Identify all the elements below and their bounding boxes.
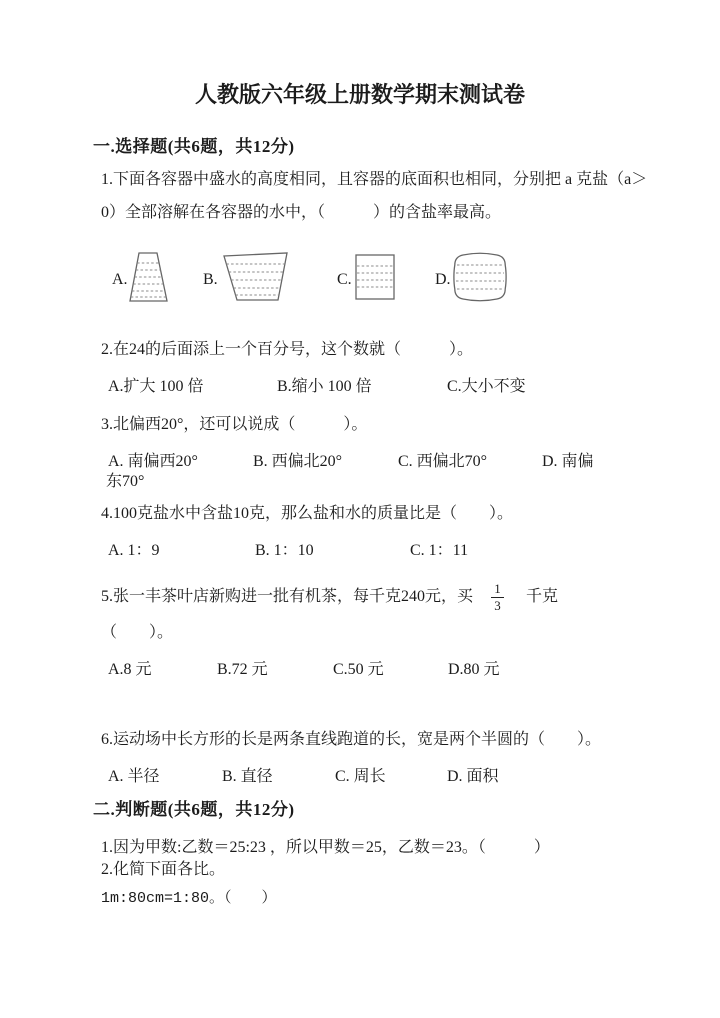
option-c: C. 1：11 [410, 542, 469, 559]
fraction-one-third [491, 582, 504, 613]
fraction-numerator: 1 [494, 580, 501, 596]
option-b: B. 直径 [222, 768, 273, 785]
question-1-figures [101, 249, 635, 303]
option-a: A.扩大 100 倍 [108, 378, 204, 395]
option-c: C.大小不变 [447, 378, 526, 395]
option-b: B.72 元 [217, 661, 268, 678]
section2-heading: 二.判断题(共6题，共12分) [93, 800, 295, 819]
question-4-text: 4.100克盐水中含盐10克，那么盐和水的质量比是（ ）。 [101, 505, 514, 522]
option-d: D.80 元 [448, 661, 500, 678]
question-6-text: 6.运动场中长方形的长是两条直线跑道的长，宽是两个半圆的（ ）。 [101, 731, 602, 748]
question-2-text: 2.在24的后面添上一个百分号，这个数就（ ）。 [101, 341, 474, 358]
option-a: A.8 元 [108, 661, 152, 678]
option-c: C. 周长 [335, 768, 386, 785]
question-5-text [101, 579, 635, 615]
question-5-blank: （ ）。 [101, 624, 174, 641]
option-b: B. 1：10 [255, 542, 314, 559]
question-3-options [101, 452, 635, 472]
judgement-2-ratio: 1m:80cm=1:80。（ ） [101, 890, 277, 907]
fraction-denominator: 3 [494, 597, 501, 613]
judgement-1-text: 1.因为甲数:乙数＝25:23 ，所以甲数＝25，乙数＝23。（ ） [101, 839, 550, 856]
question-3-option-d-wrap: 东70° [106, 473, 145, 490]
option-a: A. 1：9 [108, 542, 160, 559]
option-c: C. 西偏北70° [398, 453, 488, 470]
question-3-text: 3.北偏西20°，还可以说成（ ）。 [101, 416, 368, 433]
figure-label-d: D. [435, 271, 451, 288]
option-b: B.缩小 100 倍 [277, 378, 372, 395]
page-title: 人教版六年级上册数学期末测试卷 [194, 82, 525, 107]
option-a: A. 南偏西20° [108, 453, 198, 470]
question-6-options [101, 767, 635, 787]
question-2-options [101, 377, 635, 397]
option-a: A. 半径 [108, 768, 160, 785]
trapezoid-wide-top-shape [223, 252, 289, 302]
trapezoid-narrow-top-shape [127, 251, 170, 303]
option-b: B. 西偏北20° [253, 453, 343, 470]
rectangle-shape [355, 254, 395, 300]
figure-label-a: A. [112, 271, 128, 288]
figure-label-c: C. [337, 271, 352, 288]
figure-label-b: B. [203, 271, 218, 288]
question-5-options [101, 660, 635, 680]
option-c: C.50 元 [333, 661, 384, 678]
question-5-text-after: 千克 [526, 588, 559, 605]
option-d: D. 南偏 [542, 453, 594, 470]
question-1-line-1: 1.下面各容器中盛水的高度相同，且容器的底面积也相同，分别把 a 克盐（a＞ [101, 171, 648, 188]
question-5-text-before: 5.张一丰茶叶店新购进一批有机茶，每千克240元，买 [101, 588, 474, 605]
question-4-options [101, 541, 635, 561]
document-body [93, 136, 648, 909]
option-d: D. 面积 [447, 768, 499, 785]
judgement-2-text: 2.化简下面各比。 [101, 861, 226, 878]
barrel-shape [453, 252, 507, 302]
section1-heading: 一.选择题(共6题，共12分) [93, 137, 295, 156]
question-1-line-2: 0）全部溶解在各容器的水中，（ ）的含盐率最高。 [101, 204, 502, 221]
